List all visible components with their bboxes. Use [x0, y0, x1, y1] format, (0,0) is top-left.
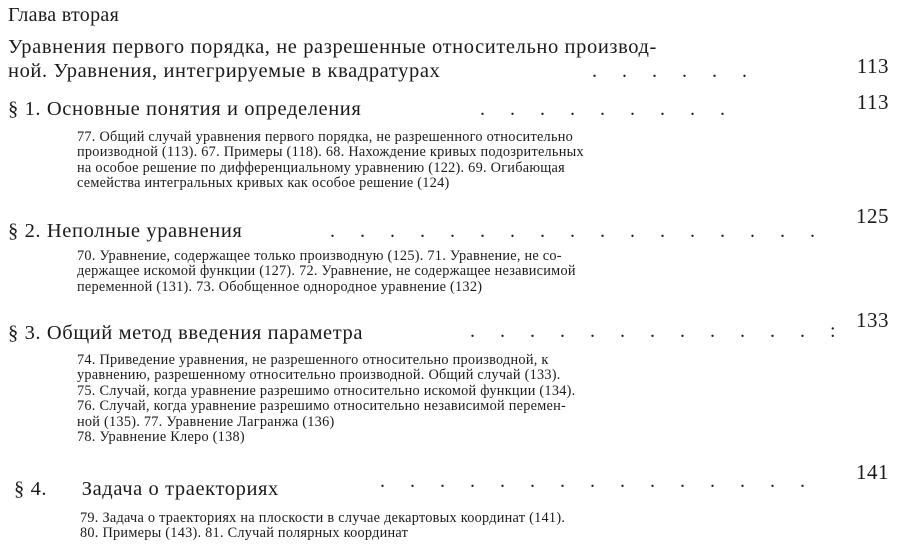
page-number: 113 — [856, 90, 889, 114]
desc-line: 74. Приведение уравнения, не разрешенного относительно производной, к — [77, 352, 549, 368]
desc-line: уравнению, разрешенному относительно производной. Общий случай (133). — [77, 367, 561, 384]
desc-line: переменной (131). 73. Обобщенное однородное уравнение (132) — [77, 278, 483, 295]
section-heading — [14, 478, 279, 501]
chapter-heading: Глава вторая — [8, 4, 120, 26]
section-mark: § 1. — [8, 98, 42, 120]
dot-leader: . . . . . . . . . . . . : — [470, 320, 846, 342]
title-line-2: ной. Уравнения, интегрируемые в квадратурах — [8, 60, 441, 82]
desc-line: 75. Случай, когда уравнение разрешимо относительно искомой функции (134). — [77, 382, 576, 399]
section-description — [77, 249, 576, 295]
section-heading — [8, 98, 361, 121]
section-mark: § 3. — [8, 322, 42, 344]
section-title: Общий метод введения параметра — [46, 322, 364, 344]
desc-line: производной (113). 67. Примеры (118). 68. Нахождение кривых подозрительных — [77, 144, 584, 161]
desc-line: 80. Примеры (143). 81. Случай полярных координат — [80, 525, 409, 542]
page-number: 125 — [856, 204, 889, 228]
section-title: Неполные уравнения — [46, 220, 243, 242]
desc-line: ной (135). 77. Уравнение Лагранжа (136) — [77, 413, 335, 430]
section-description — [77, 353, 575, 445]
section-description — [77, 130, 584, 192]
section-title: Основные понятия и определения — [46, 98, 362, 120]
desc-line: на особое решение по дифференциальному уравнению (122). 69. Огибающая — [77, 159, 565, 176]
section-description — [80, 511, 565, 542]
dot-leader: . . . . . . . . . . . . . . . — [380, 470, 815, 492]
page-number: 113 — [856, 54, 889, 78]
title-line-1: Уравнения первого порядка, не разрешенные относительно производ- — [8, 36, 657, 58]
page-number: 141 — [856, 460, 889, 484]
desc-line: 79. Задача о траекториях на плоскости в случае декартовых координат (141). — [80, 510, 566, 526]
dot-leader: . . . . . . . . . . . . . . . . . — [330, 220, 825, 242]
section-mark: § 2. — [8, 220, 42, 242]
section-mark: § 4. — [14, 478, 48, 500]
page-number: 133 — [856, 308, 889, 332]
desc-line: 77. Общий случай уравнения первого порядка, не разрешенного относительно — [77, 129, 574, 145]
section-heading — [8, 220, 242, 243]
desc-line: 76. Случай, когда уравнение разрешимо относительно независимой перемен- — [77, 398, 567, 415]
desc-line: держащее искомой функции (127). 72. Уравнение, не содержащее независимой — [77, 263, 576, 280]
dot-leader: . . . . . . . . . — [480, 98, 735, 120]
desc-line: 78. Уравнение Клеро (138) — [77, 429, 245, 446]
section-heading — [8, 322, 363, 345]
desc-line: семейства интегральных кривых как особое решение (124) — [77, 175, 450, 192]
dot-leader: . . . . . . — [592, 60, 757, 82]
desc-line: 70. Уравнение, содержащее только производную (125). 71. Уравнение, не со- — [77, 248, 562, 264]
section-title: Задача о траекториях — [81, 478, 279, 500]
